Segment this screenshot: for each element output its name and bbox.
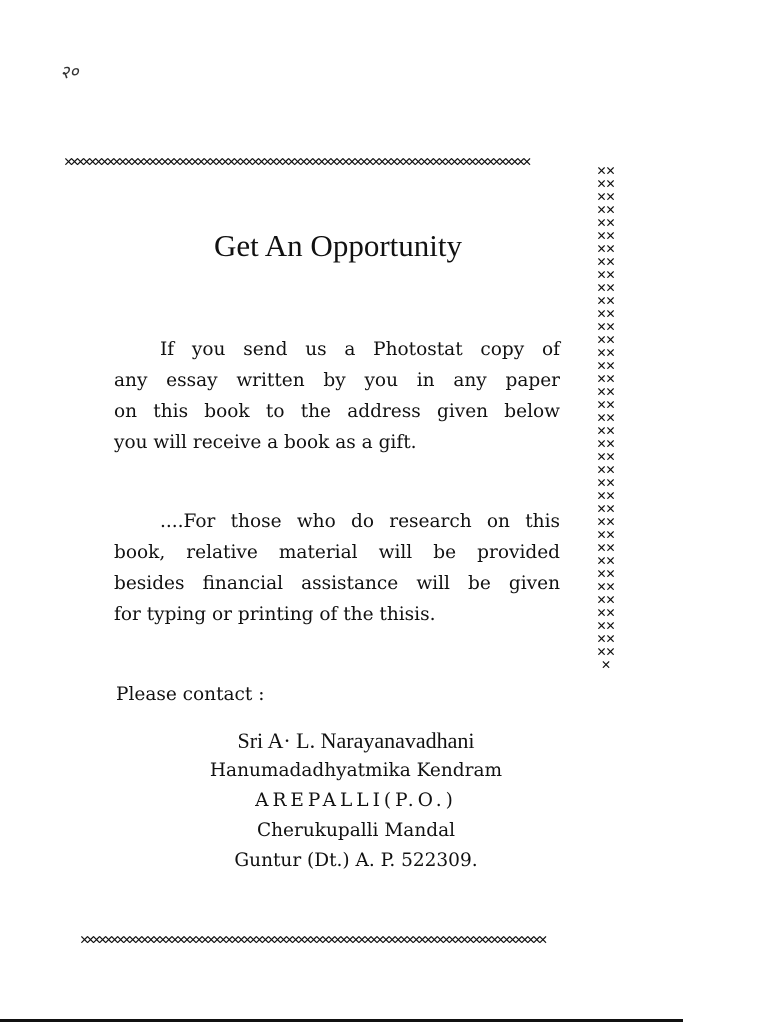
address-line: Hanumadadhyatmika Kendram <box>209 760 503 781</box>
paragraph-line: any essay written by you in any paper <box>114 370 560 391</box>
handwritten-page-number: २० <box>59 61 80 84</box>
decorative-border-right: ✕✕✕✕✕✕✕✕✕✕✕✕✕✕✕✕✕✕✕✕✕✕✕✕✕✕✕✕✕✕✕✕✕✕✕✕✕✕✕✕✕✕✕✕✕✕✕✕✕✕✕✕✕✕✕✕✕✕✕✕✕✕✕✕✕✕✕✕✕✕✕✕✕✕✕✕✕ <box>596 164 616 673</box>
paragraph-line: ....For those who do research on this <box>160 511 560 532</box>
paragraph-line: If you send us a Photostat copy of <box>160 339 560 360</box>
address-line: Guntur (Dt.) A. P. 522309. <box>234 850 478 871</box>
address-line: Cherukupalli Mandal <box>256 820 456 841</box>
page-bottom-rule <box>0 1019 683 1022</box>
paragraph-line: on this book to the address given below <box>114 401 560 422</box>
paragraph-line: you will receive a book as a gift. <box>114 432 417 453</box>
contact-label: Please contact : <box>116 684 265 705</box>
contact-address <box>126 726 586 876</box>
address-line: AREPALLI(P.O.) <box>255 790 457 811</box>
decorative-border-top: ✕✕✕✕✕✕✕✕✕✕✕✕✕✕✕✕✕✕✕✕✕✕✕✕✕✕✕✕✕✕✕✕✕✕✕✕✕✕✕✕✕✕✕✕✕✕✕✕✕✕✕✕✕✕✕✕✕✕✕✕✕✕✕✕✕✕✕✕✕✕✕✕✕✕✕✕✕ <box>64 152 529 170</box>
paragraph-line: book, relative material will be provided <box>114 542 560 563</box>
contact-name: Sri A· L. Narayanavadhani <box>237 728 475 753</box>
paragraph-line: for typing or printing of the thisis. <box>114 604 436 625</box>
page-title: Get An Opportunity <box>214 228 462 263</box>
paragraph-line: besides financial assistance will be given <box>114 573 560 594</box>
decorative-border-bottom: ✕✕✕✕✕✕✕✕✕✕✕✕✕✕✕✕✕✕✕✕✕✕✕✕✕✕✕✕✕✕✕✕✕✕✕✕✕✕✕✕✕✕✕✕✕✕✕✕✕✕✕✕✕✕✕✕✕✕✕✕✕✕✕✕✕✕✕✕✕✕✕✕✕✕✕✕✕ <box>80 930 545 948</box>
offer-paragraph <box>114 334 560 458</box>
research-paragraph <box>114 506 560 630</box>
